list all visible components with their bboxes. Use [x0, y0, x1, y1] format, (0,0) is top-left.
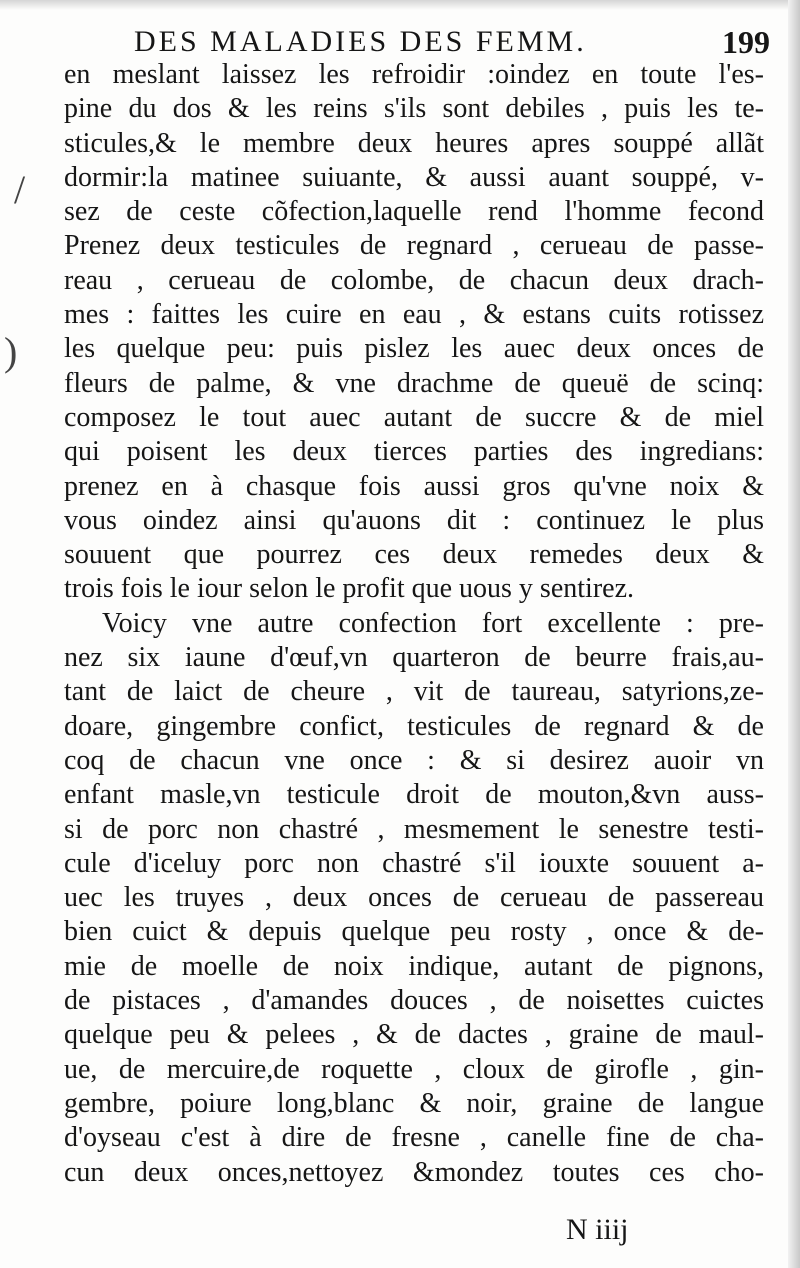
text-line: nez six iaune d'œuf,vn quarteron de beurre frais,au-: [64, 642, 764, 674]
text-line: vous oindez ainsi qu'auons dit : continuez le plus: [64, 504, 764, 536]
text-line: gembre, poiure long,blanc & noir, graine de langue: [64, 1087, 764, 1119]
text-line: mes : faittes les cuire en eau , & estans cuits rotissez: [64, 299, 764, 331]
text-line: trois fois le iour selon le profit que uous y sentirez.: [64, 573, 634, 605]
body-text: [64, 58, 764, 1190]
text-line: les quelque peu: puis pislez les auec deux onces de: [64, 333, 764, 365]
text-line: Voicy vne autre confection fort excellente : pre-: [102, 607, 764, 639]
running-title: DES MALADIES DES FEMM.: [134, 25, 587, 58]
text-line: quelque peu & pelees , & de dactes , graine de maul-: [64, 1019, 764, 1051]
text-line: en meslant laissez les refroidir :oindez en toute l'es-: [64, 59, 764, 90]
text-line: sticules,& le membre deux heures apres souppé allãt: [64, 127, 764, 159]
margin-stroke-mark: /: [14, 167, 26, 212]
text-line: cun deux onces,nettoyez &mondez toutes ces cho-: [64, 1156, 764, 1188]
page-top-shadow: [0, 0, 800, 10]
text-line: souuent que pourrez ces deux remedes deux &: [64, 539, 764, 571]
text-line: si de porc non chastré , mesmement le senestre testi-: [64, 813, 764, 845]
text-line: cule d'iceluy porc non chastré s'il iouxte souuent a-: [64, 847, 764, 879]
text-line: enfant masle,vn testicule droit de mouton,&vn auss-: [64, 779, 764, 811]
page-edge-shadow: [788, 0, 800, 1268]
text-line: bien cuict & depuis quelque peu rosty , once & de-: [64, 916, 764, 948]
signature-mark: N iiij: [566, 1213, 629, 1246]
text-line: dormir:la matinee suiuante, & aussi auant souppé, v-: [64, 161, 764, 193]
page-number: 199: [722, 24, 770, 60]
text-line: ue, de mercuire,de roquette , cloux de girofle , gin-: [64, 1053, 764, 1085]
text-line: uec les truyes , deux onces de cerueau de passereau: [64, 882, 764, 914]
text-line: composez le tout auec autant de succre & de miel: [64, 401, 764, 433]
text-line: doare, gingembre confict, testicules de regnard & de: [64, 710, 764, 742]
text-line: fleurs de palme, & vne drachme de queuë de scinq:: [64, 367, 764, 399]
text-line: qui poisent les deux tierces parties des ingredians:: [64, 436, 764, 468]
text-line: mie de moelle de noix indique, autant de pignons,: [64, 950, 764, 982]
text-line: prenez en à chasque fois aussi gros qu'vne noix &: [64, 470, 764, 502]
text-line: d'oyseau c'est à dire de fresne , canelle fine de cha-: [64, 1122, 764, 1154]
page-header: [134, 22, 770, 62]
text-line: tant de laict de cheure , vit de taureau, satyrions,ze-: [64, 676, 764, 708]
text-line: Prenez deux testicules de regnard , cerueau de passe-: [64, 230, 764, 262]
text-line: coq de chacun vne once : & si desirez auoir vn: [64, 744, 764, 776]
text-line: reau , cerueau de colombe, de chacun deux drach-: [64, 264, 764, 296]
text-line: de pistaces , d'amandes douces , de noisettes cuictes: [64, 985, 764, 1017]
text-line: pine du dos & les reins s'ils sont debiles , puis les te-: [64, 93, 764, 125]
text-line: sez de ceste cõfection,laquelle rend l'homme fecond: [64, 196, 764, 228]
margin-bracket-mark: ): [4, 329, 18, 374]
